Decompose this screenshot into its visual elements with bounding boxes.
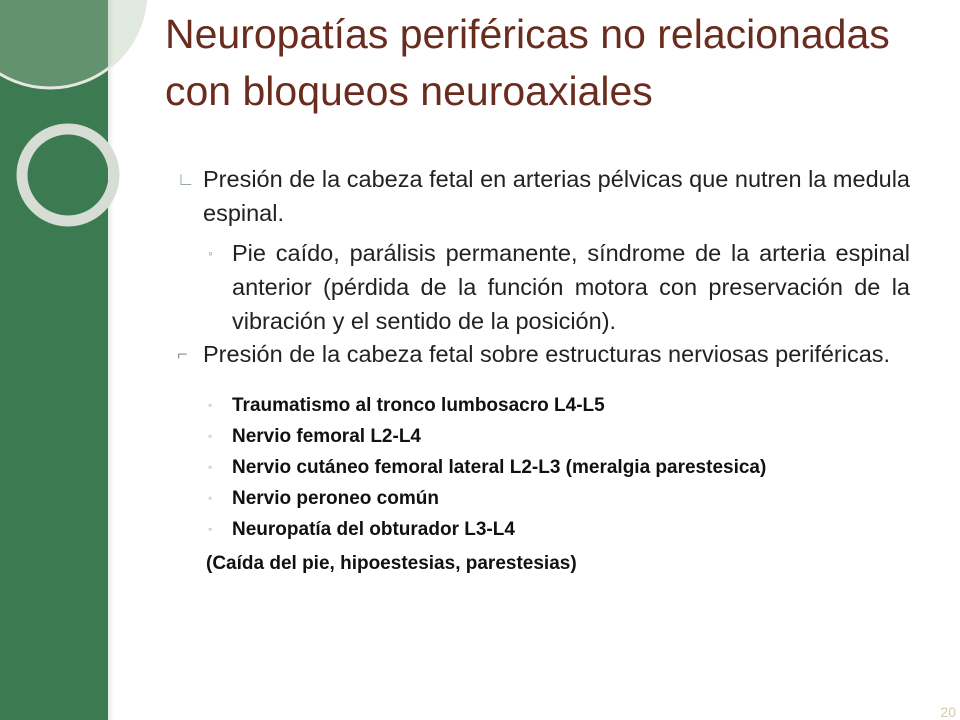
bullet-2-sub-5 xyxy=(175,514,910,545)
bullet-2-sub-5-text: Neuropatía del obturador L3-L4 xyxy=(232,519,515,540)
bullet-2-sub-1-text: Traumatismo al tronco lumbosacro L4-L5 xyxy=(232,395,605,416)
bullet-1-sub-1 xyxy=(175,236,910,338)
slide-number: 20 xyxy=(940,704,956,720)
bullet-2-sub-4-text: Nervio peroneo común xyxy=(232,488,439,509)
bullet-2-sub-2 xyxy=(175,421,910,452)
sub-bullet-marker: ◦ xyxy=(208,460,213,474)
sub-bullet-marker: ◦ xyxy=(208,245,213,261)
bullet-1-marker: ∟ xyxy=(177,169,195,189)
bullet-2 xyxy=(175,340,910,368)
slide-note: (Caída del pie, hipoestesias, parestesias) xyxy=(206,553,577,574)
slide-title: Neuropatías periféricas no relacionadas con bloqueos neuroaxiales xyxy=(165,11,890,114)
sub-bullet-marker: ◦ xyxy=(208,522,213,536)
sub-bullet-marker: ◦ xyxy=(208,398,213,412)
sidebar-band xyxy=(0,0,108,720)
slide-content xyxy=(175,162,910,579)
bullet-1-sub-1-text: Pie caído, parálisis permanente, síndrome de la arteria espinal anterior (pérdida de la función motora con preservación de la vibración y el sentido de la posición). xyxy=(232,240,910,334)
bullet-2-sub-2-text: Nervio femoral L2-L4 xyxy=(232,426,421,447)
sidebar-edge xyxy=(108,0,114,720)
bullet-1-text: Presión de la cabeza fetal en arterias pélvicas que nutren la medula espinal. xyxy=(203,166,910,226)
sub-bullet-marker: ◦ xyxy=(208,491,213,505)
sub-bullet-marker: ◦ xyxy=(208,429,213,443)
bullet-2-sublist xyxy=(175,390,910,579)
bullet-2-marker: ⌐ xyxy=(177,344,188,364)
bullet-2-sub-1 xyxy=(175,390,910,421)
bullet-2-text: Presión de la cabeza fetal sobre estructuras nerviosas periféricas. xyxy=(203,341,891,367)
bullet-2-sub-3-text: Nervio cutáneo femoral lateral L2-L3 (meralgia parestesica) xyxy=(232,457,767,478)
bullet-2-sub-4 xyxy=(175,483,910,514)
bullet-2-sub-3 xyxy=(175,452,910,483)
bullet-1 xyxy=(175,162,910,230)
